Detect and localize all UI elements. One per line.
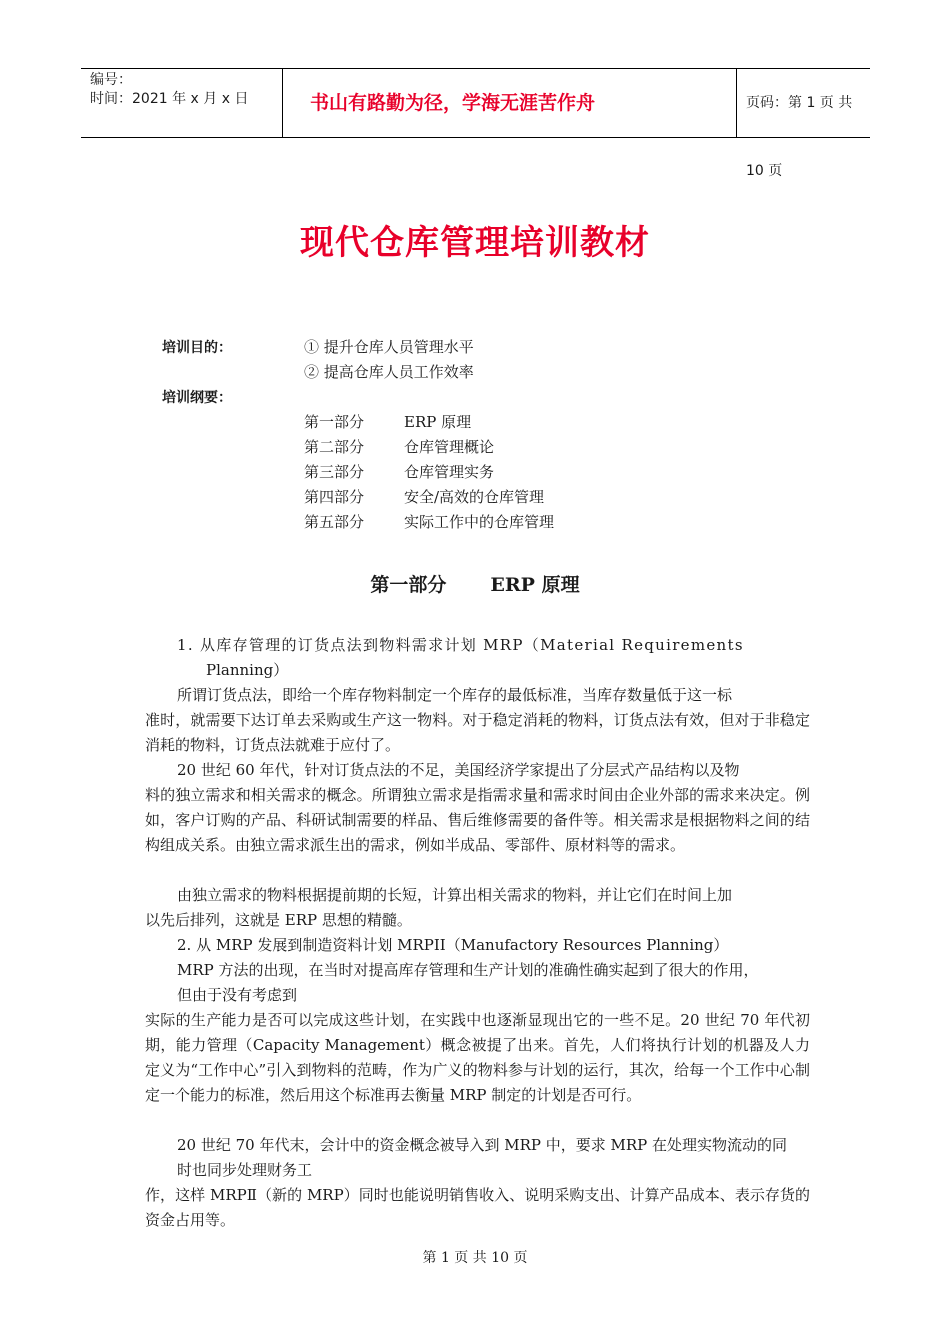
outline-part: 第四部分 [304, 488, 365, 506]
document-title: 现代仓库管理培训教材 [300, 223, 650, 263]
outline-name: 仓库管理概论 [404, 438, 495, 456]
paragraph: 实际的生产能力是否可以完成这些计划，在实践中也逐渐显现出它的一些不足。20 世纪 70 年代初期，能力管理（Capacity Management）概念被提了出来。首先，人们将执行计划的机器及人力定义为“工作中心”引入到物料的范畴，作为广义的物料参与计划的运行，其次，给每一个工作中心制定一个能力的标准，然后用这个标准再去衡量 MRP 制定的计划是否可行。 [145, 1011, 810, 1104]
paragraph-first-line: 由独立需求的物料根据提前期的长短，计算出相关需求的物料，并让它们在时间上加 [177, 886, 733, 904]
outline-item [304, 461, 494, 482]
paragraph-first-line: MRP 方法的出现，在当时对提高库存管理和生产计划的准确性确实起到了很大的作用， [177, 961, 759, 979]
outline-item [304, 511, 554, 532]
heading-2: 2. 从 MRP 发展到制造资料计划 MRPII（Manufactory Resources Planning） [177, 936, 729, 954]
paragraph-first-line: 所谓订货点法，即给一个库存物料制定一个库存的最低标准，当库存数量低于这一标 [177, 686, 733, 704]
paragraph: 料的独立需求和相关需求的概念。所谓独立需求是指需求量和需求时间由企业外部的需求来决定。例如，客户订购的产品、科研试制需要的样品、售后维修需要的备件等。相关需求是根据物料之间的结构组成关系。由独立需求派生出的需求，例如半成品、零部件、原材料等的需求。 [145, 786, 810, 854]
outline-name: ERP 原理 [404, 413, 472, 431]
heading-1: 1. 从库存管理的订货点法到物料需求计划 MRP（Material Requirements [177, 636, 744, 654]
header-page-info: 页码：第 1 页 共 10 页 [746, 95, 853, 179]
header-motto: 书山有路勤为径，学海无涯苦作舟 [282, 69, 737, 137]
outline-item [304, 411, 471, 432]
paragraph: 作，这样 MRPⅡ（新的 MRP）同时也能说明销售收入、说明采购支出、计算产品成本、表示存货的资金占用等。 [145, 1186, 810, 1229]
outline-name: 仓库管理实务 [404, 463, 495, 481]
paragraph-second-line: 时也同步处理财务工 [177, 1161, 313, 1179]
goal-item: ② 提高仓库人员工作效率 [304, 363, 474, 381]
page-header [81, 68, 870, 179]
section-name: ERP 原理 [490, 574, 580, 596]
outline-item [304, 486, 544, 507]
paragraph-first-line: 20 世纪 70 年代末，会计中的资金概念被导入到 MRP 中，要求 MRP 在处理实物流动的同 [177, 1136, 788, 1154]
paragraph-second-line: 但由于没有考虑到 [177, 986, 298, 1004]
page-footer: 第 1 页 共 10 页 [422, 1250, 528, 1266]
section-title [0, 570, 950, 597]
outline-part: 第一部分 [304, 413, 365, 431]
number-label: 编号： [90, 72, 132, 88]
outline-part: 第二部分 [304, 438, 365, 456]
paragraph: 以先后排列，这就是 ERP 思想的精髓。 [145, 911, 412, 929]
paragraph-first-line: 20 世纪 60 年代，针对订货点法的不足，美国经济学家提出了分层式产品结构以及物 [177, 761, 740, 779]
heading-1-cont: Planning） [206, 661, 289, 679]
section-part: 第一部分 [370, 574, 447, 596]
outline-part: 第三部分 [304, 463, 365, 481]
outline-name: 实际工作中的仓库管理 [404, 513, 555, 531]
outline-label: 培训纲要： [162, 390, 232, 406]
outline-name: 安全/高效的仓库管理 [404, 488, 545, 506]
goal-label: 培训目的： [162, 340, 232, 356]
time-label: 时间：2021 年 x 月 x 日 [90, 91, 249, 107]
outline-item [304, 436, 494, 457]
outline-part: 第五部分 [304, 513, 365, 531]
header-meta [81, 69, 282, 137]
goal-item: ① 提升仓库人员管理水平 [304, 338, 474, 356]
paragraph: 准时，就需要下达订单去采购或生产这一物料。对于稳定消耗的物料，订货点法有效，但对于非稳定消耗的物料，订货点法就难于应付了。 [145, 711, 810, 754]
